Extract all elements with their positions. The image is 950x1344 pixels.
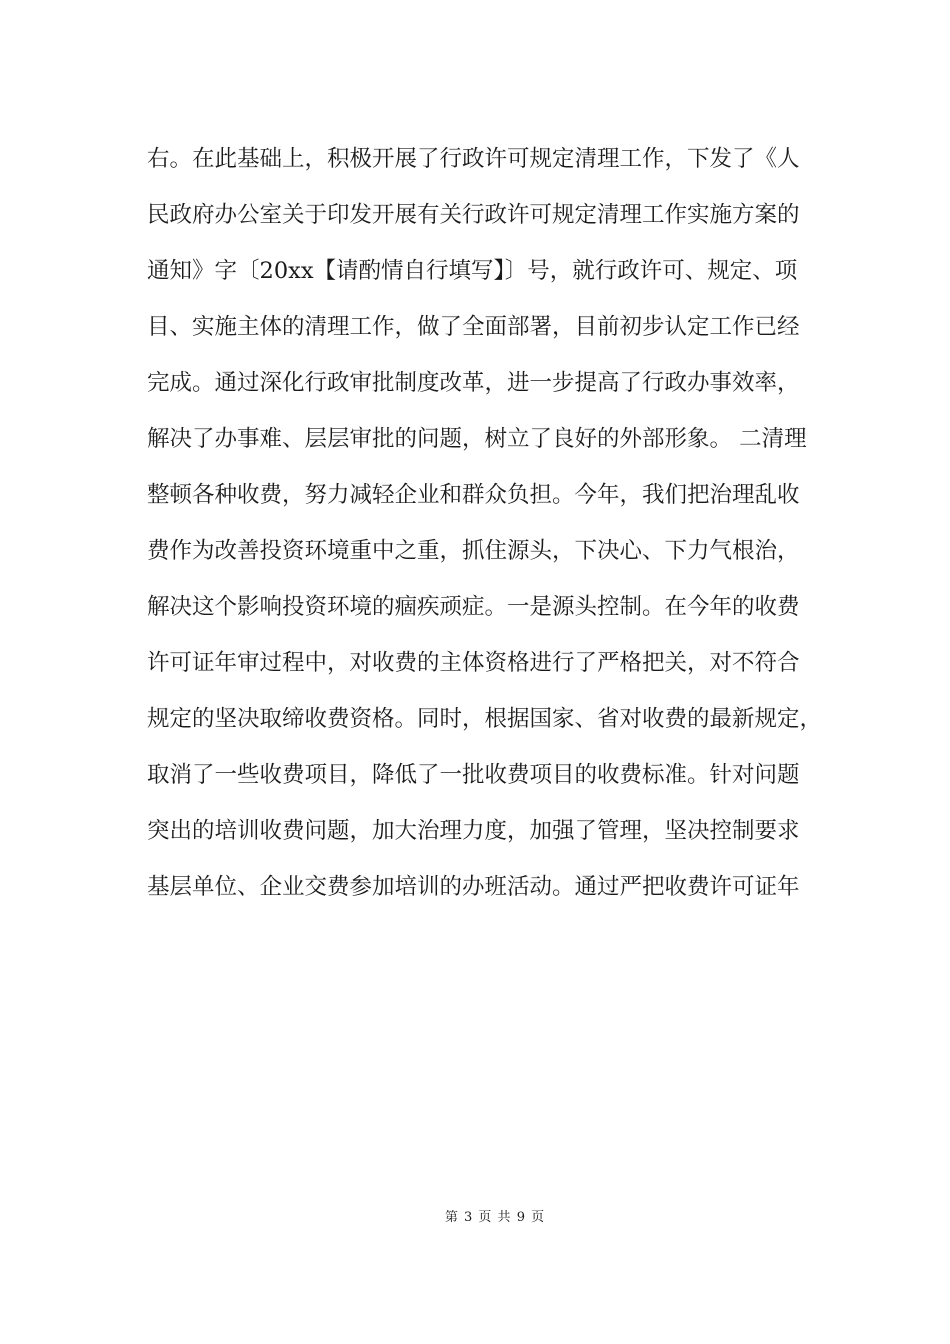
text-line: 解决了办事难、层层审批的问题，树立了良好的外部形象。 二清理 — [147, 426, 807, 452]
text-line: 解决这个影响投资环境的痼疾顽症。一是源头控制。在今年的收费 — [147, 594, 800, 620]
text-line: 费作为改善投资环境重中之重，抓住源头，下决心、下力气根治， — [147, 538, 800, 564]
text-line: 取消了一些收费项目，降低了一批收费项目的收费标准。针对问题 — [147, 762, 800, 788]
text-line: 整顿各种收费，努力减轻企业和群众负担。今年，我们把治理乱收 — [147, 482, 800, 508]
text-line: 右。在此基础上，积极开展了行政许可规定清理工作，下发了《人 — [147, 146, 800, 172]
text-line: 完成。通过深化行政审批制度改革，进一步提高了行政办事效率， — [147, 370, 800, 396]
text-line: 目、实施主体的清理工作，做了全面部署，目前初步认定工作已经 — [147, 314, 800, 340]
text-line: 规定的坚决取缔收费资格。同时，根据国家、省对收费的最新规定， — [147, 706, 823, 732]
text-line: 民政府办公室关于印发开展有关行政许可规定清理工作实施方案的 — [147, 202, 800, 228]
text-line: 通知》字〔20xx【请酌情自行填写】〕号，就行政许可、规定、项 — [147, 258, 798, 284]
text-line: 突出的培训收费问题，加大治理力度，加强了管理，坚决控制要求 — [147, 818, 800, 844]
page-number-footer: 第 3 页 共 9 页 — [444, 1210, 546, 1225]
text-line: 基层单位、企业交费参加培训的办班活动。通过严把收费许可证年 — [147, 874, 800, 900]
text-line: 许可证年审过程中，对收费的主体资格进行了严格把关，对不符合 — [147, 650, 800, 676]
body-text — [147, 131, 827, 915]
